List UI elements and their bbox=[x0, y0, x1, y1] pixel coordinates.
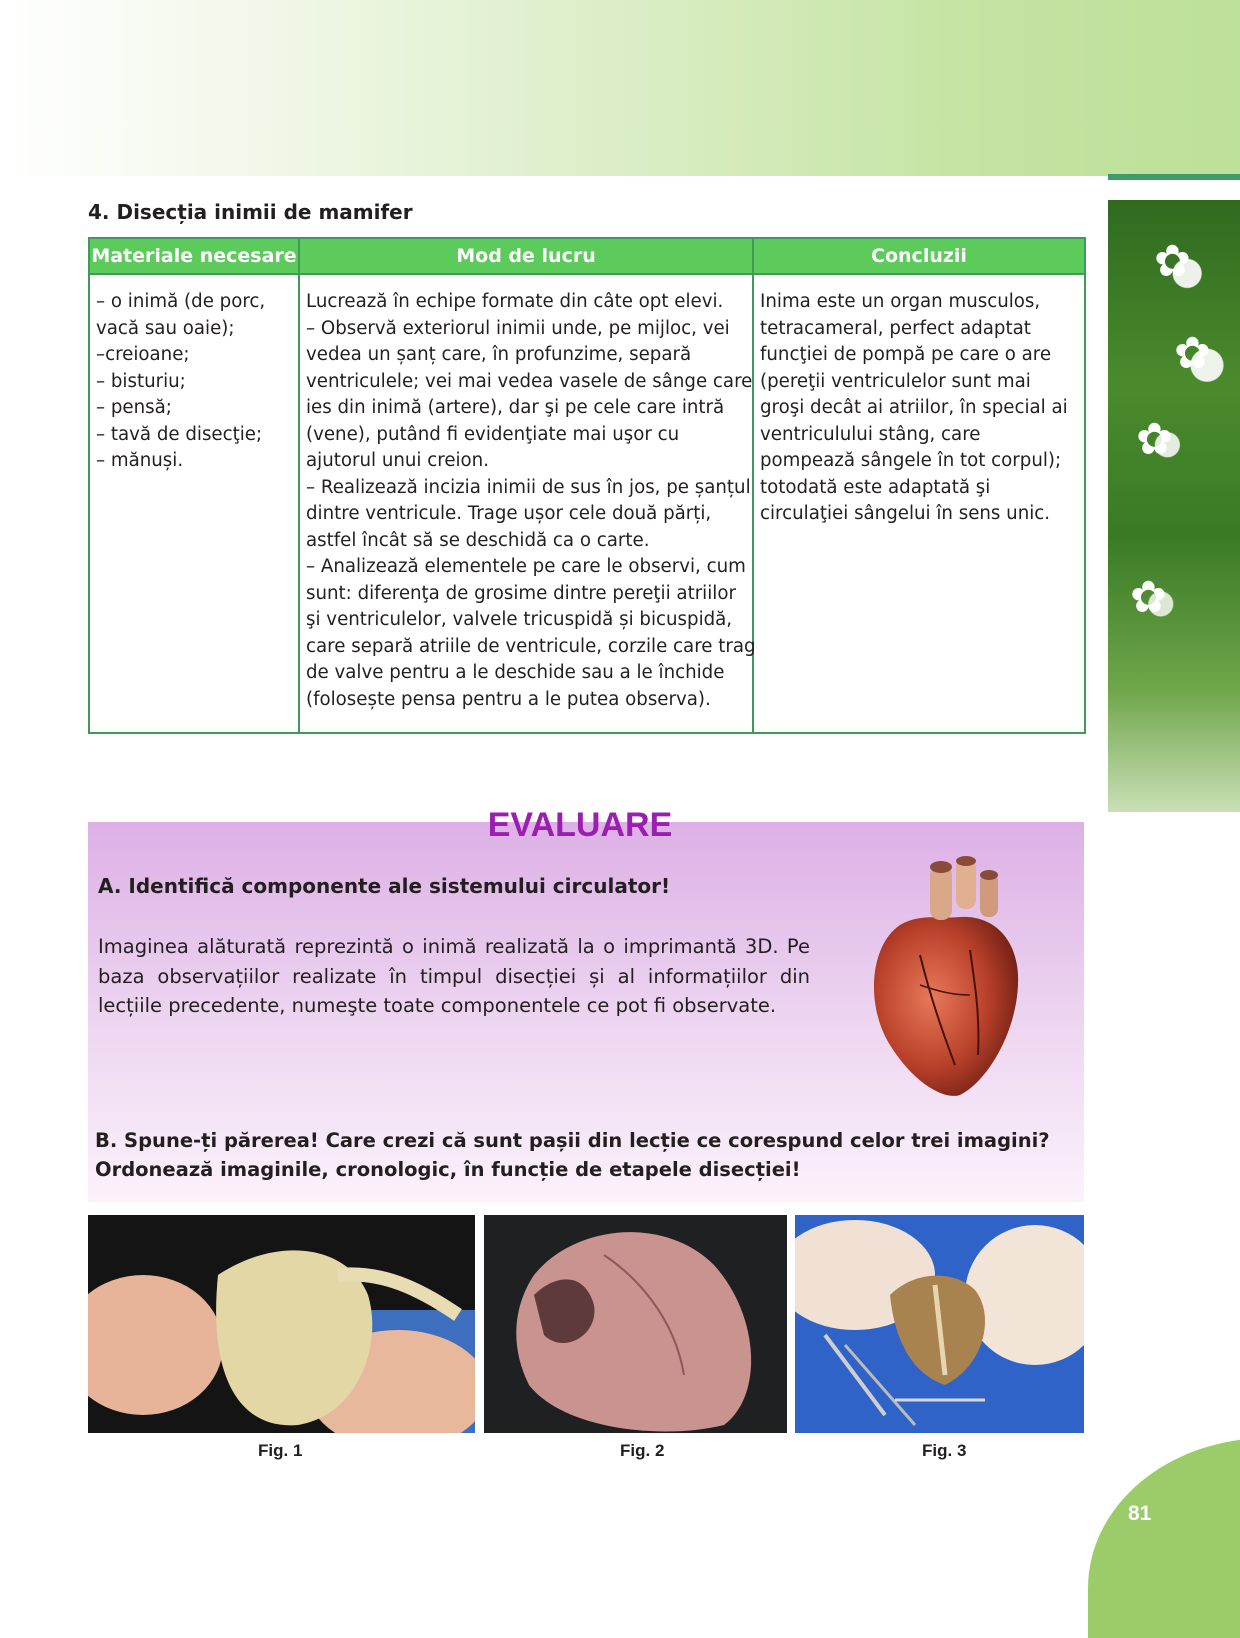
conclusion-line: funcţiei de pompă pe care o are bbox=[760, 344, 1052, 365]
header-band bbox=[0, 0, 1240, 176]
question-a-text: Imaginea alăturată reprezintă o inimă realizată la o imprimantă 3D. Pe baza observațiilor realizate în timpul disecției și al informațiilor din lecțiile precedente, numeşte toate componentele ce pot fi observate. bbox=[98, 935, 810, 1017]
method-line: de valve pentru a le deschide sau a le închide bbox=[306, 662, 725, 683]
figure-caption-1: Fig. 1 bbox=[258, 1441, 303, 1460]
conclusion-line: ventriculului stâng, care bbox=[760, 423, 981, 445]
procedure-table bbox=[88, 237, 1086, 734]
method-line: – Realizează incizia inimii de sus în jos, pe șanțul bbox=[306, 476, 751, 498]
conclusion-line: (pereţii ventriculelor sunt mai bbox=[760, 370, 1031, 392]
method-line: care separă atriile de ventricule, corzile care trag bbox=[306, 635, 756, 657]
question-b bbox=[95, 1126, 1050, 1184]
material-line: – mănuși. bbox=[96, 450, 184, 471]
header-rule bbox=[1108, 174, 1240, 180]
question-b-line: B. Spune-ți părerea! Care crezi că sunt pașii din lecție ce corespund celor trei imagini? bbox=[95, 1129, 1050, 1152]
flower-icon: ✿ bbox=[1130, 573, 1167, 622]
question-b-line: Ordonează imaginile, cronologic, în funcție de etapele disecției! bbox=[95, 1158, 801, 1181]
material-line: – bisturiu; bbox=[96, 370, 186, 392]
dissection-photo-2 bbox=[484, 1215, 787, 1433]
materials-cell bbox=[89, 274, 299, 733]
conclusion-line: Inima este un organ musculos, bbox=[760, 291, 1041, 312]
material-line: vacă sau oaie); bbox=[96, 317, 235, 339]
method-line: (folosește pensa pentru a le putea observa). bbox=[306, 688, 711, 710]
section-title: 4. Disecția inimii de mamifer bbox=[88, 200, 413, 224]
figure-caption-3: Fig. 3 bbox=[922, 1441, 967, 1460]
flower-icon: ✿ bbox=[1154, 237, 1191, 286]
header-conclusions: Concluzii bbox=[753, 238, 1085, 274]
conclusion-line: tetracameral, perfect adaptat bbox=[760, 317, 1031, 339]
header-materials: Materiale necesare bbox=[89, 238, 299, 274]
material-line: – o inimă (de porc, bbox=[96, 291, 266, 312]
figure-caption-2: Fig. 2 bbox=[620, 1441, 665, 1460]
evaluation-title: EVALUARE bbox=[487, 806, 673, 844]
conclusion-line: totodată este adaptată şi bbox=[760, 476, 991, 498]
method-line: astfel încât să se deschidă ca o carte. bbox=[306, 529, 650, 551]
method-cell bbox=[299, 274, 756, 733]
dissection-photo-1 bbox=[88, 1215, 475, 1433]
method-line: – Observă exteriorul inimii unde, pe mijloc, vei bbox=[306, 317, 730, 339]
conclusion-line: pompează sângele în tot corpul); bbox=[760, 450, 1062, 471]
conclusions-cell bbox=[753, 274, 1085, 733]
heart-3d-image bbox=[860, 855, 1030, 1105]
method-line: Lucrează în echipe formate din câte opt elevi. bbox=[306, 291, 724, 312]
page-number: 81 bbox=[1128, 1502, 1152, 1525]
question-a-title: A. Identifică componente ale sistemului circulator! bbox=[98, 874, 671, 898]
method-line: ajutorul unui creion. bbox=[306, 450, 489, 471]
material-line: –creioane; bbox=[96, 344, 190, 365]
method-line: (vene), putând fi evidenţiate mai uşor cu bbox=[306, 423, 680, 445]
conclusion-line: circulaţiei sângelui în sens unic. bbox=[760, 503, 1051, 524]
method-line: – Analizează elementele pe care le observi, cum bbox=[306, 556, 746, 577]
flower-icon: ✿ bbox=[1174, 329, 1211, 378]
method-line: şi ventriculelor, valvele tricuspidă și bicuspidă, bbox=[306, 609, 733, 630]
dissection-photo-3 bbox=[795, 1215, 1084, 1433]
flower-icon: ✿ bbox=[1136, 415, 1173, 464]
conclusion-line: groşi decât ai atriilor, în special ai bbox=[760, 397, 1068, 418]
page-corner-decoration bbox=[1088, 1438, 1240, 1638]
header-method: Mod de lucru bbox=[299, 238, 753, 274]
method-line: dintre ventricule. Trage ușor cele două părți, bbox=[306, 503, 712, 524]
method-line: sunt: diferenţa de grosime dintre pereţii atriilor bbox=[306, 582, 736, 604]
material-line: – pensă; bbox=[96, 397, 172, 418]
material-line: – tavă de disecţie; bbox=[96, 423, 263, 445]
method-line: ies din inimă (artere), dar şi pe cele care intră bbox=[306, 397, 725, 418]
method-line: ventriculele; vei mai vedea vasele de sânge care bbox=[306, 370, 753, 392]
method-line: vedea un șanț care, în profunzime, separă bbox=[306, 344, 692, 365]
jasmine-photo bbox=[1108, 200, 1240, 812]
